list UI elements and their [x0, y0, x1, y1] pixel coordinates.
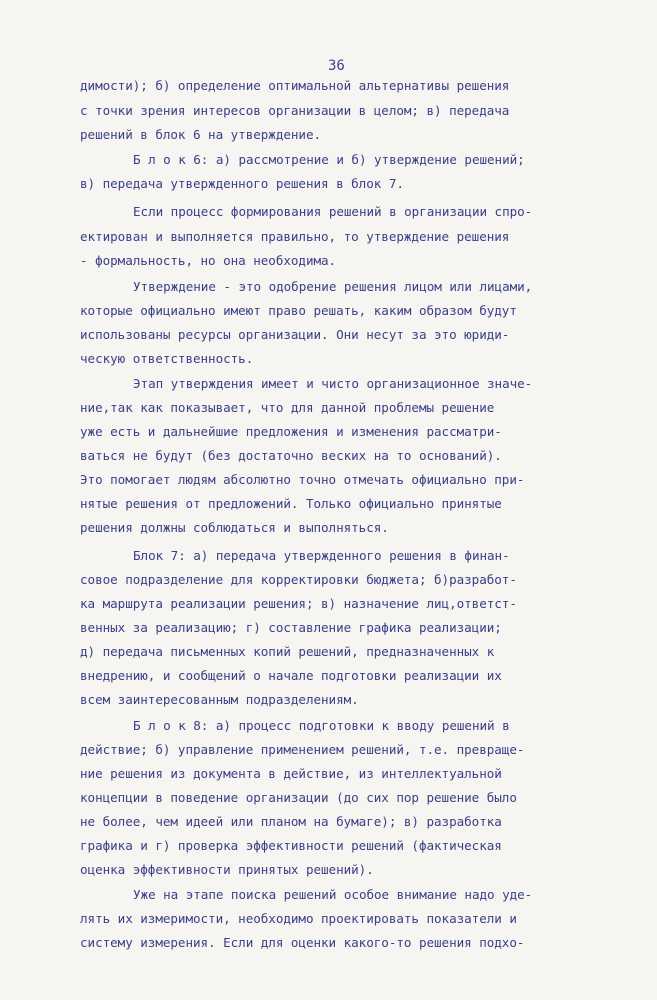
- text-line: димости); б) определение оптимальной альтернативы решения: [80, 78, 510, 93]
- text-line: графика и г) проверка эффективности решений (фактическая: [80, 838, 502, 853]
- text-line: ка маршрута реализации решения; в) назначение лиц,ответст-: [80, 596, 517, 611]
- text-line: нятые решения от предложений. Только официально принятые: [80, 496, 502, 511]
- text-line-block-7: Блок 7: а) передача утвержденного решения в финан-: [133, 548, 510, 563]
- text-line: не более, чем идеей или планом на бумаге); в) разработка: [80, 814, 502, 829]
- text-line: Это помогает людям абсолютно точно отмечать официально при-: [80, 472, 525, 487]
- text-line: уже есть и дальнейшие предложения и изменения рассматри-: [80, 424, 502, 439]
- text-line: ваться не будут (без достаточно веских на то оснований).: [80, 448, 502, 463]
- text-line: ектирован и выполняется правильно, то утверждение решения: [80, 229, 510, 244]
- text-line: совое подразделение для корректировки бюджета; б)разработ-: [80, 572, 517, 587]
- text-line: всем заинтересованным подразделениям.: [80, 692, 359, 707]
- text-line: действие; б) управление применением решений, т.е. превраще-: [80, 742, 525, 757]
- text-line: - формальность, но она необходима.: [80, 253, 337, 268]
- text-line: решений в блок 6 на утверждение.: [80, 127, 322, 142]
- text-line: в) передача утвержденного решения в блок 7.: [80, 176, 404, 191]
- text-line-block-8: Б л о к 8: а) процесс подготовки к вводу решений в: [133, 718, 510, 733]
- text-line: с точки зрения интересов организации в целом; в) передача: [80, 103, 510, 118]
- text-line: д) передача письменных копий решений, предназначенных к: [80, 644, 495, 659]
- text-line: внедрению, и сообщений о начале подготовки реализации их: [80, 668, 502, 683]
- text-line: Уже на этапе поиска решений особое внимание надо уде-: [133, 887, 533, 902]
- text-line: решения должны соблюдаться и выполняться.: [80, 520, 389, 535]
- text-line: Этап утверждения имеет и чисто организационное значе-: [133, 376, 533, 391]
- text-line: использованы ресурсы организации. Они несут за это юриди-: [80, 327, 510, 342]
- text-line: венных за реализацию; г) составление графика реализации;: [80, 620, 502, 635]
- text-line: которые официально имеют право решать, каким образом будут: [80, 303, 517, 318]
- text-line: Утверждение - это одобрение решения лицом или лицами,: [133, 279, 533, 294]
- page-number: 36: [328, 58, 345, 74]
- text-line: Если процесс формирования решений в организации спро-: [133, 204, 533, 219]
- text-line: ние решения из документа в действие, из интеллектуальной: [80, 766, 502, 781]
- text-line: оценка эффективности принятых решений).: [80, 862, 374, 877]
- text-line: ческую ответственность.: [80, 351, 254, 366]
- text-line: концепции в поведение организации (до сих пор решение было: [80, 790, 517, 805]
- text-line: ние,так как показывает, что для данной проблемы решение: [80, 400, 495, 415]
- text-line-block-6: Б л о к 6: а) рассмотрение и б) утверждение решений;: [133, 152, 525, 167]
- text-line: лять их измеримости, необходимо проектировать показатели и: [80, 911, 517, 926]
- text-line: систему измерения. Если для оценки какого-то решения подхо-: [80, 935, 525, 950]
